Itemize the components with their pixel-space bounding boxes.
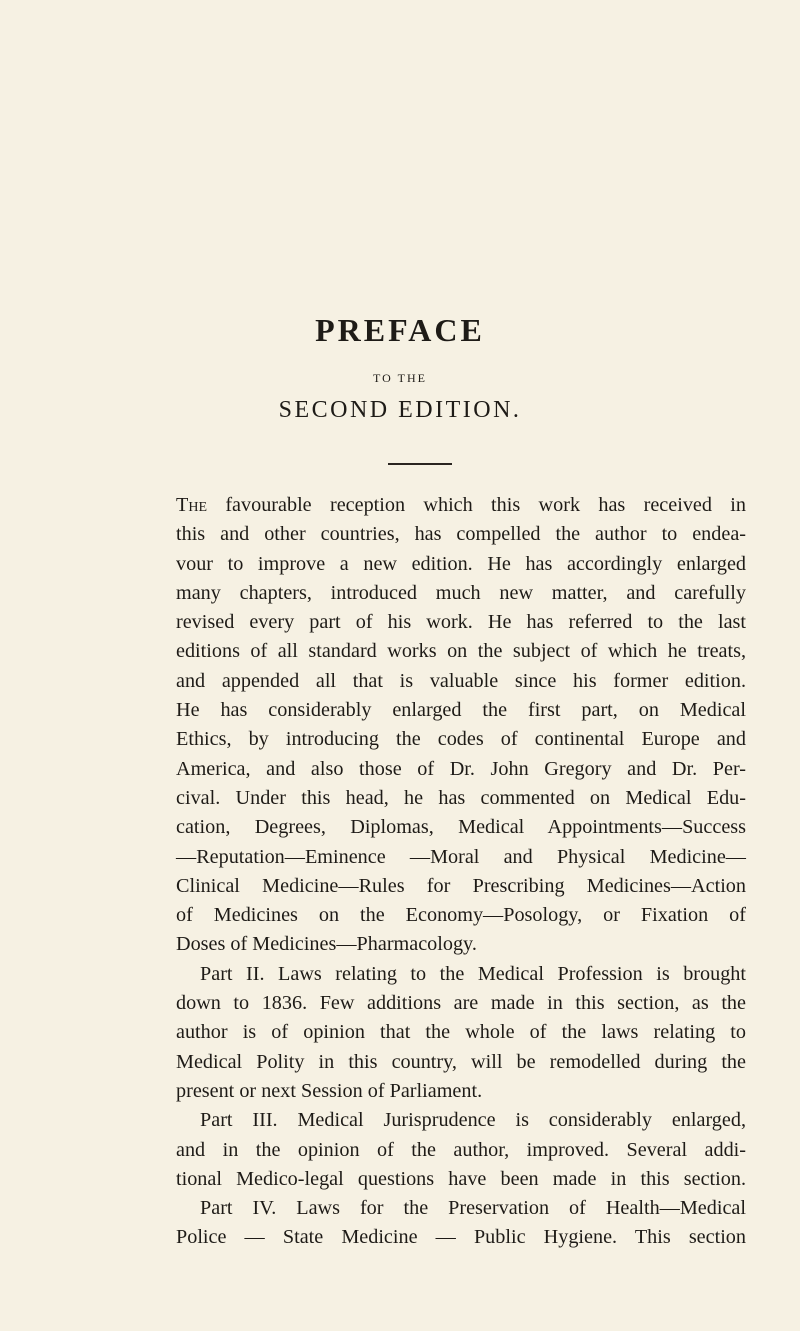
text-line: vour to improve a new edition. He has accordingly enlarged (176, 552, 746, 575)
line-text: favourable reception which this work has received in (207, 494, 746, 516)
divider-rule (388, 463, 452, 465)
text-line: author is of opinion that the whole of the laws relating to (176, 1021, 746, 1044)
lead-word: The (176, 494, 207, 516)
text-line: Medical Polity in this country, will be remodelled during the (176, 1050, 746, 1073)
text-line: and appended all that is valuable since his former edition. (176, 669, 746, 692)
text-line: Doses of Medicines—Pharmacology. (176, 933, 477, 956)
text-line: Part III. Medical Jurisprudence is considerably enlarged, (200, 1109, 746, 1132)
text-line: editions of all standard works on the subject of which he treats, (176, 640, 746, 663)
text-line: down to 1836. Few additions are made in this section, as the (176, 992, 746, 1015)
text-line: Part IV. Laws for the Preservation of Health—Medical (200, 1197, 746, 1220)
text-line: and in the opinion of the author, improved. Several addi- (176, 1138, 746, 1161)
preface-text (176, 491, 746, 1253)
text-line: cival. Under this head, he has commented on Medical Edu- (176, 786, 746, 809)
text-line: America, and also those of Dr. John Gregory and Dr. Per- (176, 757, 746, 780)
text-line: this and other countries, has compelled the author to endea- (176, 523, 746, 546)
text-line: tional Medico-legal questions have been made in this section. (176, 1167, 746, 1190)
text-line: many chapters, introduced much new matter, and carefully (176, 581, 746, 604)
text-line: Clinical Medicine—Rules for Prescribing Medicines—Action (176, 874, 746, 897)
text-line: revised every part of his work. He has referred to the last (176, 611, 746, 634)
text-line: He has considerably enlarged the first part, on Medical (176, 699, 746, 722)
text-line: —Reputation—Eminence —Moral and Physical Medicine— (176, 845, 746, 868)
text-line: cation, Degrees, Diplomas, Medical Appointments—Success (176, 816, 746, 839)
text-line: Police — State Medicine — Public Hygiene. This section (176, 1226, 746, 1249)
text-line (176, 491, 746, 520)
text-line: Part II. Laws relating to the Medical Profession is brought (200, 962, 746, 985)
page-subtitle: SECOND EDITION. (278, 397, 522, 423)
title-connector: TO THE (373, 371, 427, 385)
text-line: of Medicines on the Economy—Posology, or Fixation of (176, 904, 746, 927)
text-line: present or next Session of Parliament. (176, 1079, 483, 1102)
page-title: PREFACE (315, 312, 485, 348)
text-line: Ethics, by introducing the codes of continental Europe and (176, 728, 746, 751)
